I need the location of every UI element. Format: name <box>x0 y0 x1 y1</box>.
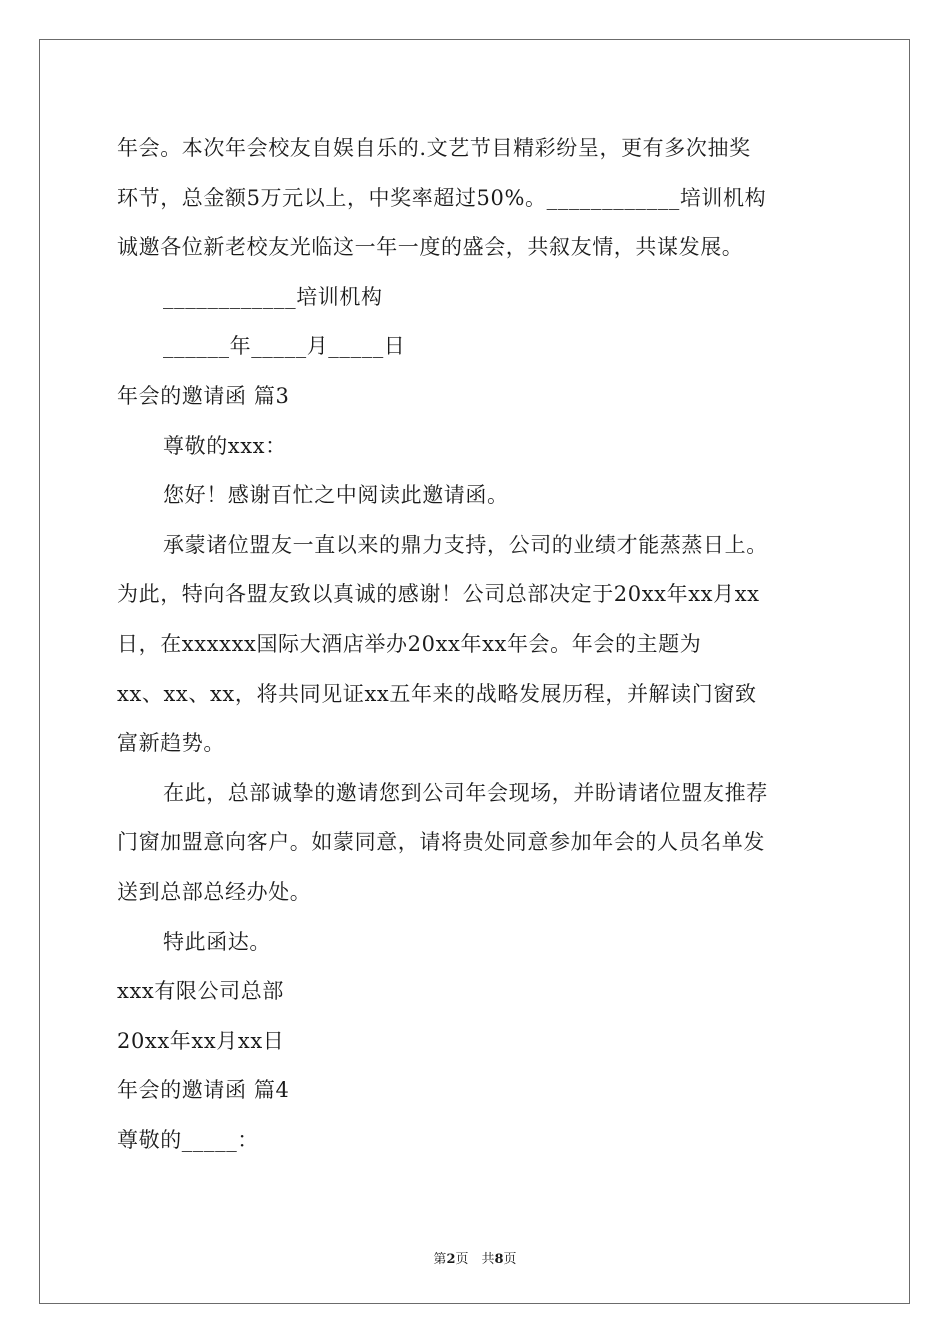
signature-date: ______年_____月_____日 <box>163 334 406 359</box>
paragraph-line: 门窗加盟意向客户。如蒙同意，请将贵处同意参加年会的人员名单发 <box>117 830 765 855</box>
salutation: 尊敬的_____： <box>117 1127 259 1152</box>
paragraph-line: 诚邀各位新老校友光临这一年一度的盛会，共叙友情，共谋发展。 <box>117 235 744 260</box>
paragraph-line: 日，在xxxxxx国际大酒店举办20xx年xx年会。年会的主题为 <box>117 631 702 656</box>
section-heading: 年会的邀请函 篇3 <box>117 383 290 408</box>
page-current: 2 <box>446 1252 456 1267</box>
document-body <box>117 124 833 1165</box>
sender-date: 20xx年xx月xx日 <box>117 1028 285 1053</box>
paragraph-line: 富新趋势。 <box>117 731 225 756</box>
paragraph-line: 在此，总部诚挚的邀请您到公司年会现场，并盼请诸位盟友推荐 <box>163 780 768 805</box>
signature-organization: ____________培训机构 <box>163 284 383 309</box>
greeting-line: 您好！感谢百忙之中阅读此邀请函。 <box>163 483 509 508</box>
paragraph-line: 承蒙诸位盟友一直以来的鼎力支持，公司的业绩才能蒸蒸日上。 <box>163 532 768 557</box>
salutation: 尊敬的xxx： <box>163 433 287 458</box>
paragraph-line: xx、xx、xx，将共同见证xx五年来的战略发展历程，并解读门窗致 <box>117 681 757 706</box>
paragraph-line: 环节，总金额5万元以上，中奖率超过50%。____________培训机构 <box>117 185 767 210</box>
paragraph-line: 为此，特向各盟友致以真诚的感谢！公司总部决定于20xx年xx月xx <box>117 582 760 607</box>
section-heading: 年会的邀请函 篇4 <box>117 1078 290 1103</box>
sender-company: xxx有限公司总部 <box>117 979 284 1004</box>
page-total: 8 <box>494 1252 504 1267</box>
page-footer <box>0 1248 950 1267</box>
page-mid: 页 共 <box>455 1252 495 1267</box>
page-suffix: 页 <box>503 1252 517 1267</box>
closing-line: 特此函达。 <box>163 929 271 954</box>
paragraph-line: 年会。本次年会校友自娱自乐的.文艺节目精彩纷呈，更有多次抽奖 <box>117 136 751 160</box>
page-prefix: 第 <box>433 1252 447 1267</box>
paragraph-line: 送到总部总经办处。 <box>117 879 312 904</box>
